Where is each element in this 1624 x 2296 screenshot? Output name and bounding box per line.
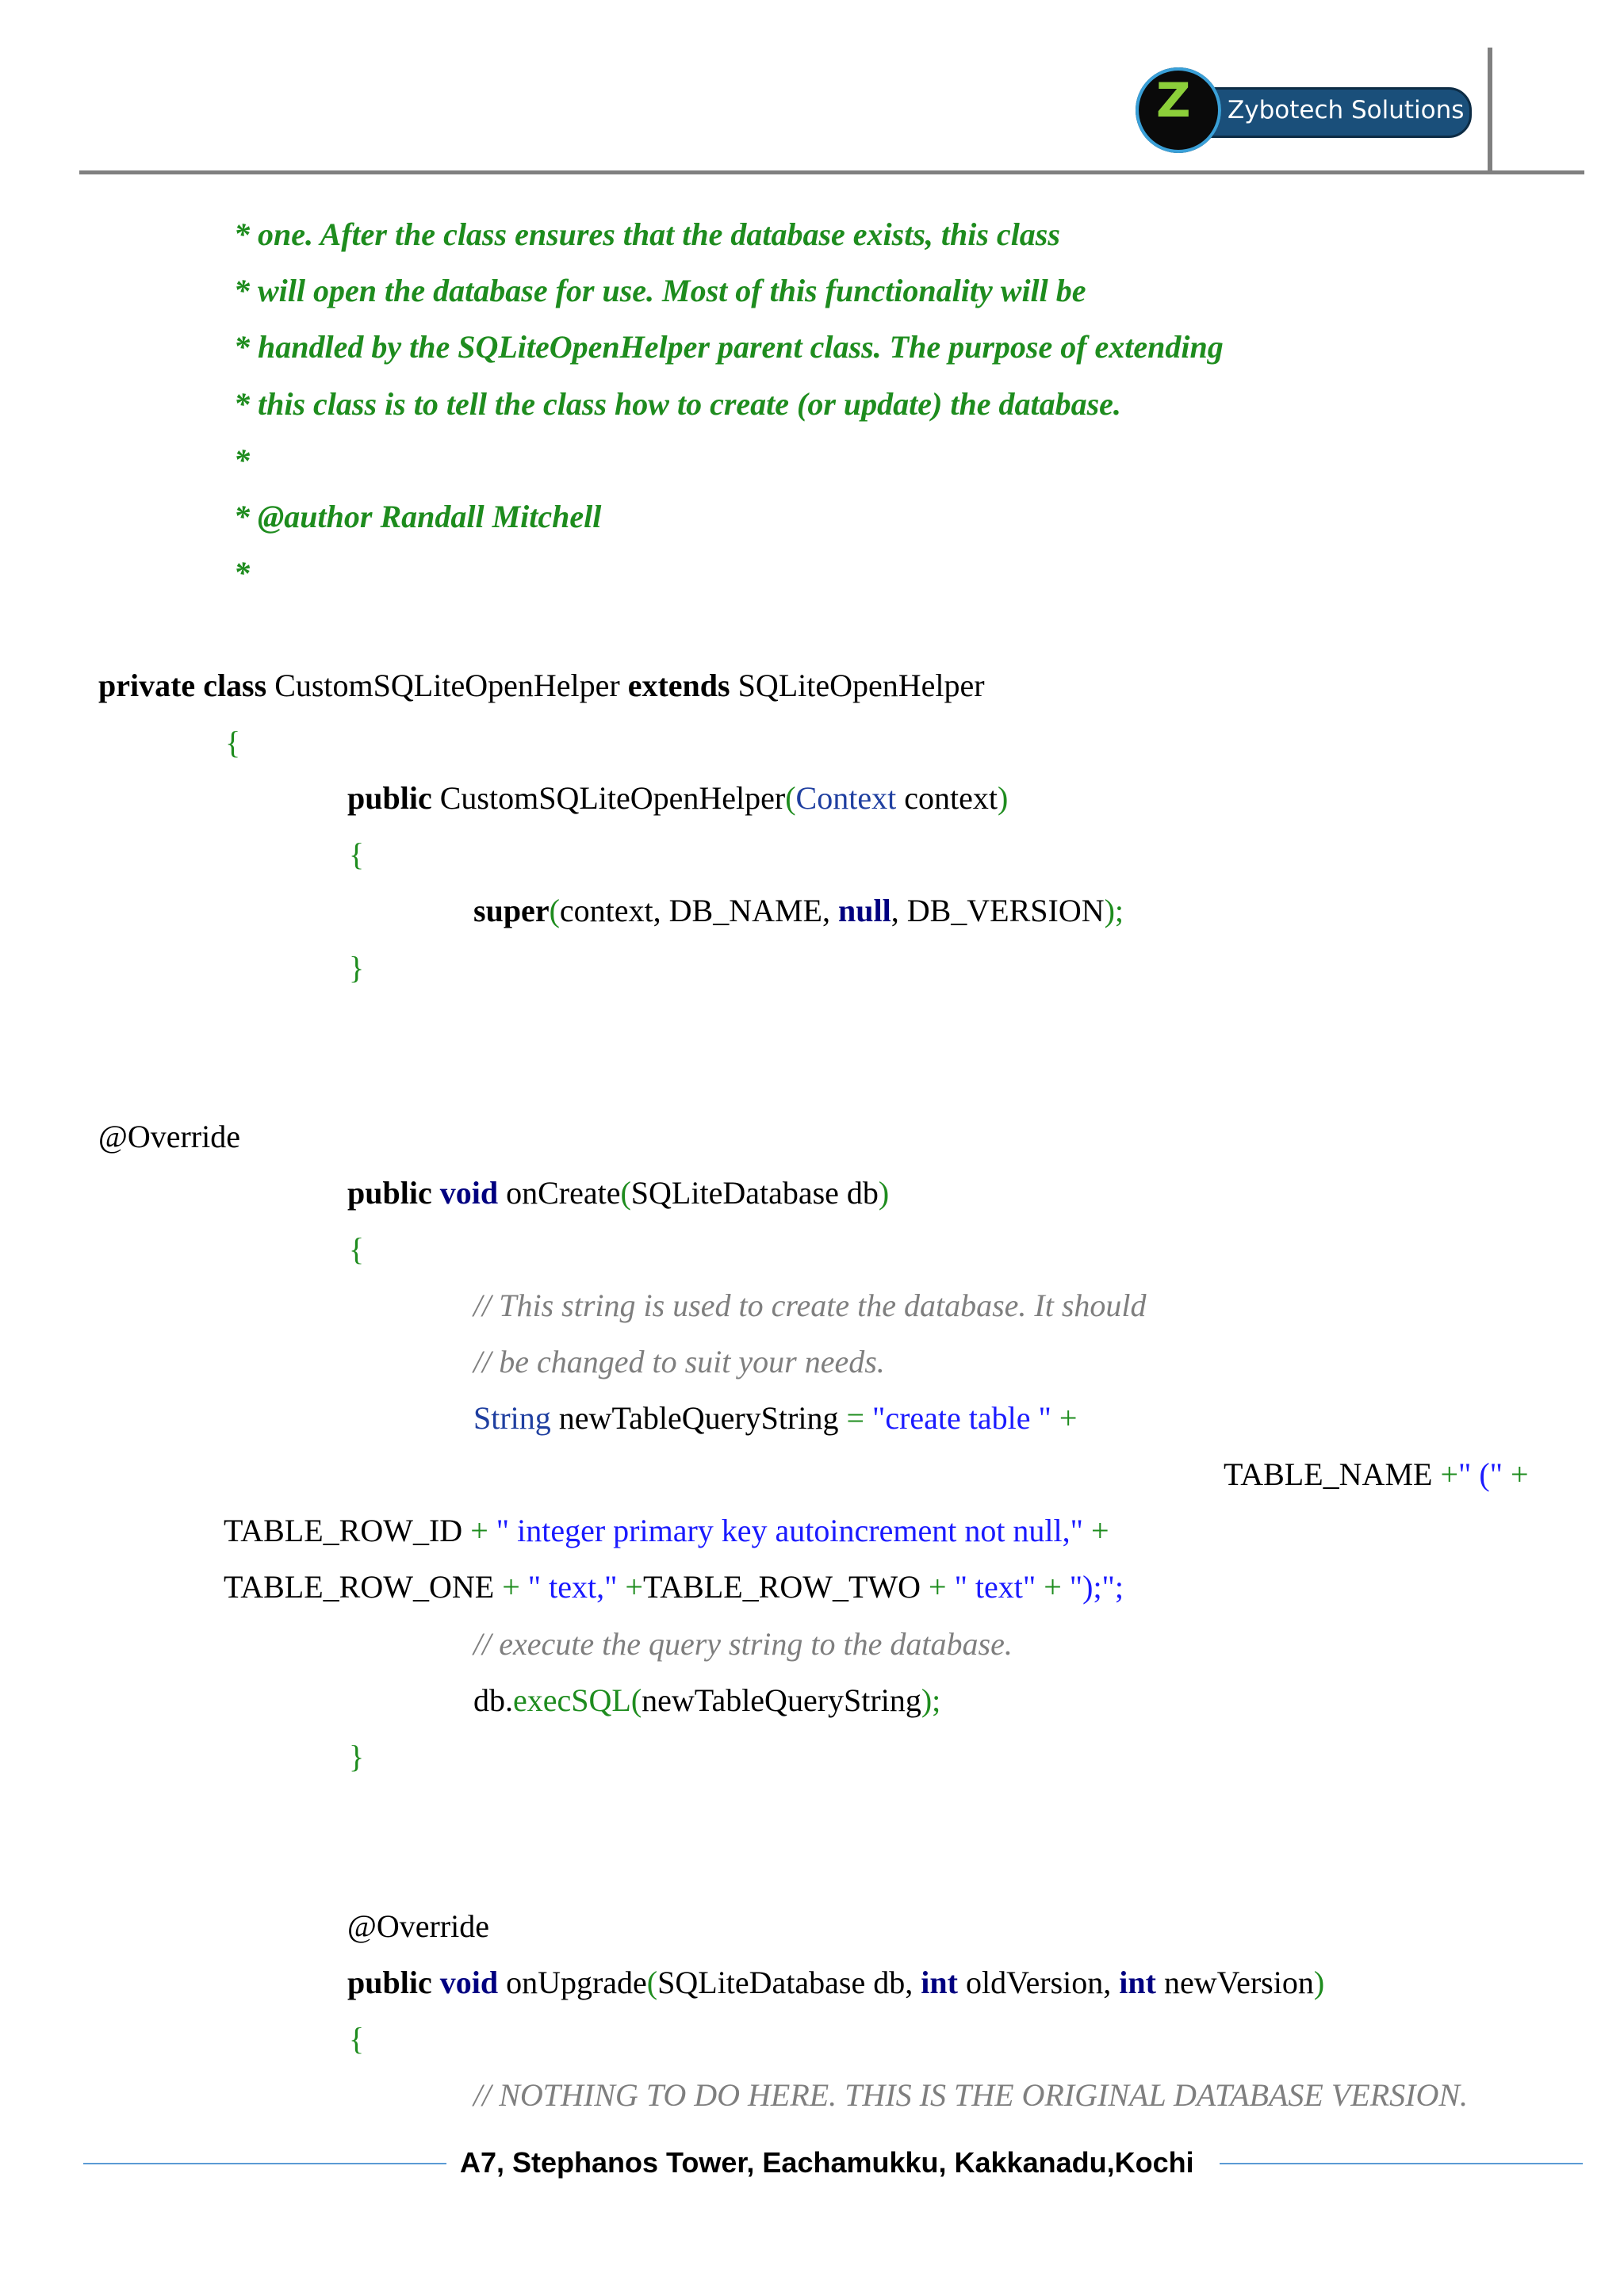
code-comment: // be changed to suit your needs.: [473, 1344, 885, 1380]
keyword: public: [347, 1175, 432, 1211]
type-name: String: [473, 1400, 551, 1436]
keyword: void: [431, 1175, 499, 1211]
brace: }: [349, 1739, 365, 1774]
keyword: extends: [627, 668, 730, 703]
paren: ): [878, 1175, 890, 1211]
params: newVersion: [1155, 1965, 1314, 2000]
string-literal: ");";: [1061, 1569, 1124, 1605]
variable: newTableQueryString: [550, 1400, 847, 1436]
keyword: int: [921, 1965, 958, 2000]
brace: {: [349, 836, 365, 872]
brace: {: [349, 1231, 365, 1267]
brace: {: [225, 725, 241, 760]
constructor-signature: [347, 779, 1008, 817]
header-vertical-bar: [1488, 48, 1492, 174]
doc-comment-line: * one. After the class ensures that the database exists, this class: [234, 216, 1060, 252]
keyword: public: [347, 780, 432, 816]
parent-class: SQLiteOpenHelper: [730, 668, 985, 703]
keyword: private class: [98, 668, 267, 703]
doc-comment-line: *: [234, 555, 250, 591]
brace: {: [349, 2021, 365, 2057]
paren: (: [630, 1682, 642, 1718]
logo-text: Zybotech Solutions: [1228, 96, 1465, 124]
class-name: CustomSQLiteOpenHelper: [266, 668, 628, 703]
header-rule: [79, 170, 1584, 174]
operator: +: [921, 1569, 947, 1605]
query-assignment: [473, 1399, 1077, 1437]
keyword: public: [347, 1965, 432, 2000]
statement-end: );: [921, 1682, 941, 1718]
doc-comment-line: * this class is to tell the class how to create (or update) the database.: [234, 386, 1121, 422]
params: SQLiteDatabase db,: [657, 1965, 921, 2000]
method-name: onUpgrade: [498, 1965, 647, 2000]
method-name: onCreate: [498, 1175, 621, 1211]
type-name: Context: [795, 780, 897, 816]
string-literal: " (": [1458, 1456, 1503, 1492]
super-call: [473, 892, 1124, 930]
operator: +: [462, 1513, 488, 1548]
args: context, DB_NAME,: [559, 893, 838, 928]
operator: +: [494, 1569, 520, 1605]
operator: =: [846, 1400, 865, 1436]
object: db.: [473, 1682, 513, 1718]
annotation: @Override: [98, 1119, 240, 1154]
args: , DB_VERSION: [891, 893, 1105, 928]
method-call: execSQL: [513, 1682, 631, 1718]
code-comment: // NOTHING TO DO HERE. THIS IS THE ORIGINAL DATABASE VERSION.: [473, 2077, 1469, 2113]
param-name: context: [896, 780, 998, 816]
paren: (: [646, 1965, 658, 2000]
query-continuation: [224, 1512, 1109, 1550]
string-literal: " integer primary key autoincrement not null,": [488, 1513, 1083, 1548]
paren: ): [1313, 1965, 1325, 2000]
paren: (: [549, 893, 560, 928]
exec-sql-call: [473, 1682, 940, 1720]
constant: TABLE_ROW_TWO: [642, 1569, 921, 1605]
string-literal: "create table ": [864, 1400, 1051, 1436]
string-literal: " text,": [519, 1569, 626, 1605]
operator: +: [1082, 1513, 1109, 1548]
keyword: super: [473, 893, 550, 928]
keyword: int: [1119, 1965, 1156, 2000]
paren: (: [620, 1175, 631, 1211]
argument: newTableQueryString: [642, 1682, 921, 1718]
doc-comment-line: * handled by the SQLiteOpenHelper parent class. The purpose of extending: [234, 329, 1224, 365]
operator: +: [625, 1569, 643, 1605]
class-declaration: [98, 667, 985, 705]
footer-address: A7, Stephanos Tower, Eachamukku, Kakkanadu,Kochi: [460, 2146, 1194, 2179]
operator: +: [1051, 1400, 1078, 1436]
constant: TABLE_NAME: [1224, 1456, 1441, 1492]
code-comment: // execute the query string to the database.: [473, 1626, 1013, 1662]
footer-rule-left: [83, 2163, 446, 2164]
query-continuation: [1224, 1456, 1529, 1494]
brace: }: [349, 950, 365, 985]
string-literal: " text": [946, 1569, 1044, 1605]
logo-mark: Z: [1156, 73, 1191, 128]
paren: (: [785, 780, 796, 816]
paren: ): [997, 780, 1009, 816]
footer-rule-right: [1220, 2163, 1583, 2164]
constant: TABLE_ROW_ONE: [224, 1569, 495, 1605]
statement-end: );: [1104, 893, 1124, 928]
code-comment: // This string is used to create the database. It should: [473, 1288, 1147, 1323]
doc-comment-line: * will open the database for use. Most of this functionality will be: [234, 273, 1086, 308]
constant: TABLE_ROW_ID: [224, 1513, 463, 1548]
operator: +: [1502, 1456, 1529, 1492]
operator: +: [1440, 1456, 1458, 1492]
params: SQLiteDatabase db: [630, 1175, 879, 1211]
method-name: CustomSQLiteOpenHelper: [431, 780, 786, 816]
doc-comment-author: * @author Randall Mitchell: [234, 499, 602, 534]
keyword: void: [431, 1965, 499, 2000]
annotation: @Override: [347, 1908, 489, 1944]
doc-comment-line: *: [234, 442, 250, 478]
onupgrade-signature: [347, 1964, 1324, 2002]
operator: +: [1044, 1569, 1062, 1605]
oncreate-signature: [347, 1174, 889, 1212]
query-continuation: [224, 1568, 1124, 1606]
params: oldVersion,: [957, 1965, 1120, 2000]
keyword: null: [837, 893, 891, 928]
